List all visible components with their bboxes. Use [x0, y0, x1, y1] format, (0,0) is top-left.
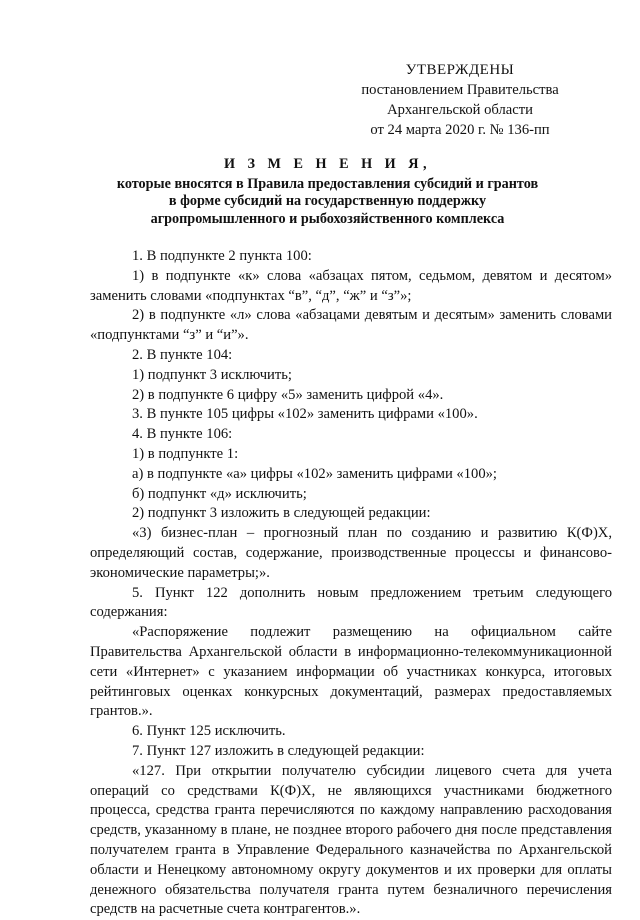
- paragraph: 1. В подпункте 2 пункта 100:: [132, 248, 312, 264]
- heading-line: в форме субсидий на государственную поддержку: [168, 193, 487, 210]
- document-heading: [100, 156, 555, 228]
- quoted-paragraph: «Распоряжение подлежит размещению на официальном сайте Правительства Архангельской области в информационно-телекоммуникационной сети «Интернет» с указанием информации об участниках конкурса, итоговых рейтинговых оценках конкурсных документаций, размерах предоставляемых грантов.».: [90, 624, 612, 720]
- paragraph: 2) в подпункте 6 цифру «5» заменить цифрой «4».: [132, 386, 444, 403]
- paragraph: 2. В пункте 104:: [132, 346, 233, 363]
- approval-line: Архангельской области: [387, 102, 533, 118]
- heading-title: И З М Е Н Е Н И Я,: [223, 156, 432, 172]
- document-body: [90, 247, 612, 920]
- paragraph: 1) подпункт 3 исключить;: [132, 366, 292, 383]
- paragraph: 4. В пункте 106:: [132, 426, 233, 443]
- paragraph: 1) в подпункте 1:: [132, 445, 239, 462]
- paragraph: 6. Пункт 125 исключить.: [132, 723, 286, 740]
- paragraph: 2) в подпункте «л» слова «абзацами девятым и десятым» заменить словами «подпунктами “з” и “и”».: [90, 307, 612, 344]
- approval-line: от 24 марта 2020 г. № 136-пп: [370, 122, 550, 138]
- paragraph: б) подпункт «д» исключить;: [132, 485, 307, 502]
- approval-stamp: [330, 60, 590, 140]
- heading-line: которые вносятся в Правила предоставления субсидий и грантов: [116, 175, 539, 192]
- paragraph: 1) в подпункте «к» слова «абзацах пятом, седьмом, девятом и десятом» заменить словами «подпунктах “в”, “д”, “ж” и “з”»;: [90, 267, 612, 304]
- paragraph: 3. В пункте 105 цифры «102» заменить цифрами «100».: [132, 406, 478, 423]
- quoted-paragraph: «127. При открытии получателю субсидии лицевого счета для учета операций со средствами К(Ф)Х, не являющихся участниками бюджетного процесса, средства гранта перечисляются по каждому направлению расходования средств, указанному в плане, не позднее второго рабочего дня после представления получателем гранта в Управление Федерального казначейства по Архангельской области и Ненецкому автономному округу документов и их проверки для оплаты денежного обязательства получателя гранта путем безналичного перечисления средств на расчетные счета контрагентов.».: [90, 762, 612, 918]
- approval-line: постановлением Правительства: [361, 82, 559, 98]
- paragraph: 5. Пункт 122 дополнить новым предложением третьим следующего содержания:: [90, 584, 612, 621]
- heading-line: агропромышленного и рыбохозяйственного комплекса: [150, 210, 505, 227]
- quoted-paragraph: «3) бизнес-план – прогнозный план по созданию и развитию К(Ф)Х, определяющий состав, содержание, производственные процессы и финансово-экономические параметры;».: [90, 525, 612, 581]
- approval-title: УТВЕРЖДЕНЫ: [405, 62, 515, 78]
- paragraph: 2) подпункт 3 изложить в следующей редакции:: [132, 505, 431, 522]
- paragraph: 7. Пункт 127 изложить в следующей редакции:: [132, 742, 425, 759]
- paragraph: а) в подпункте «а» цифры «102» заменить цифрами «100»;: [132, 465, 497, 482]
